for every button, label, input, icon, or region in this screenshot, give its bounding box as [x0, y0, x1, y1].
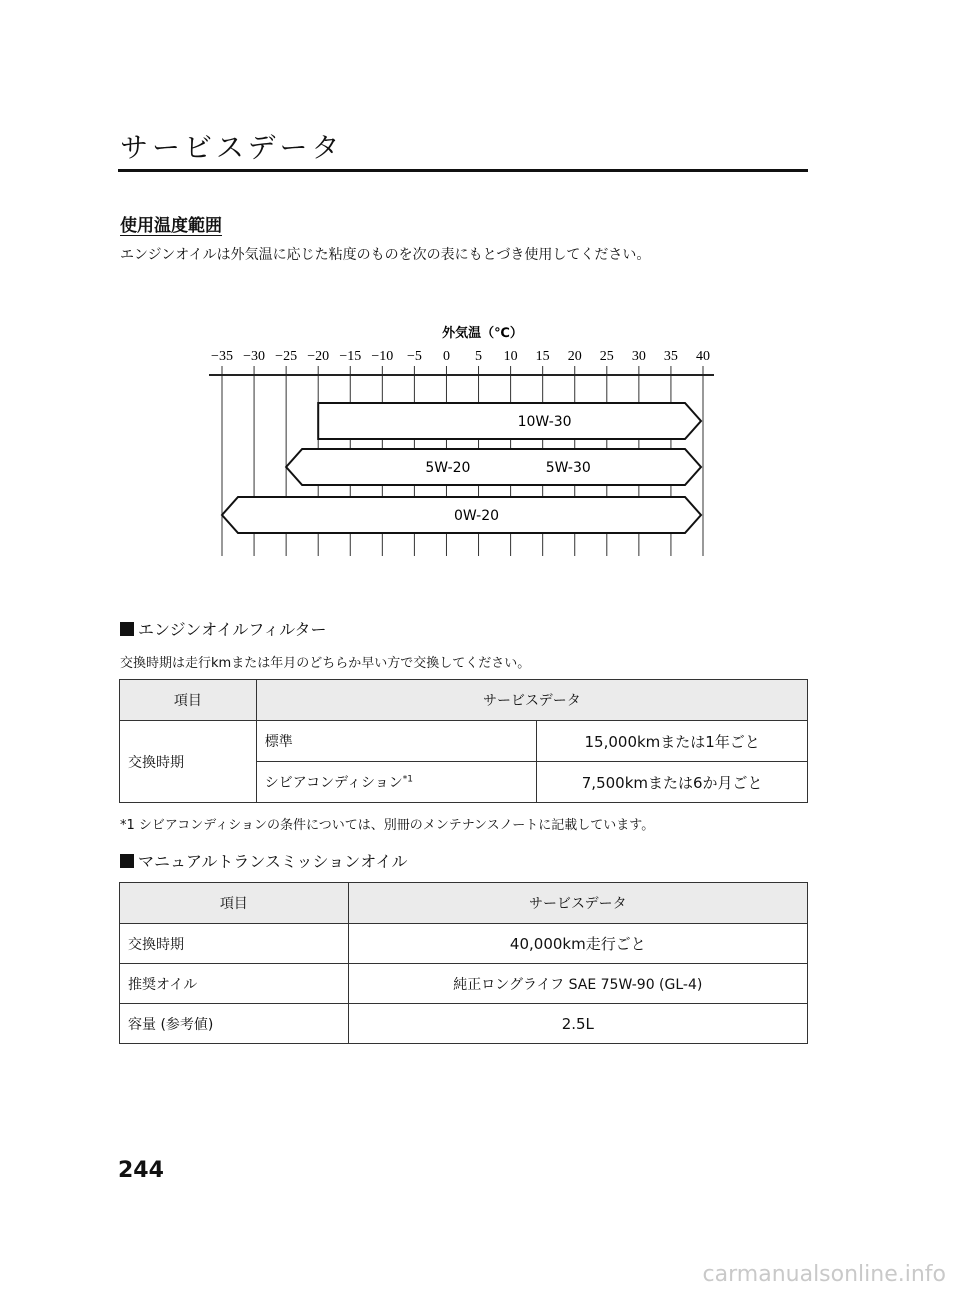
standard-label: 標準: [256, 721, 537, 762]
footnote: *1 シビアコンディションの条件については、別冊のメンテナンスノートに記載しています。: [120, 818, 655, 833]
tick-label: 40: [696, 349, 710, 364]
range-bar-label: 10W-30: [517, 414, 572, 430]
temperature-range-chart: [195, 310, 735, 565]
tick-label: −5: [406, 349, 422, 364]
table-row: [120, 721, 808, 762]
range-bar: [318, 403, 701, 439]
oil-filter-heading: エンジンオイルフィルター: [120, 617, 326, 640]
tick-label: 10: [503, 349, 518, 364]
manual-transmission-table: [119, 882, 808, 1044]
page-number: 244: [118, 1158, 164, 1183]
tick-label: 15: [535, 349, 550, 364]
tick-label: 35: [663, 349, 678, 364]
tick-label: −20: [307, 349, 330, 364]
range-bar-label: 0W-20: [453, 508, 500, 524]
tick-label: 30: [631, 349, 646, 364]
oil-filter-note: 交換時期は走行kmまたは年月のどちらか早い方で交換してください。: [120, 656, 531, 671]
range-bar-label: 5W-30: [545, 460, 591, 476]
table-row: [120, 924, 808, 964]
tick-label: 20: [567, 349, 582, 364]
title-rule: [118, 169, 808, 172]
row-label: 推奨オイル: [120, 964, 349, 1004]
tick-label: 0: [442, 349, 450, 364]
row-label: 容量 (参考値): [120, 1004, 349, 1044]
chart-title: 外気温（℃）: [442, 326, 523, 341]
tick-label: −35: [211, 349, 233, 364]
oil-filter-table: [119, 679, 808, 803]
table-row: [120, 964, 808, 1004]
header-service-data: サービスデータ: [256, 680, 807, 721]
section-heading: 使用温度範囲: [120, 216, 222, 236]
row-value: 2.5L: [348, 1004, 807, 1044]
tick-label: 25: [599, 349, 614, 364]
table-row: [120, 1004, 808, 1044]
range-bar: [286, 449, 701, 485]
manual-transmission-heading: マニュアルトランスミッションオイル: [120, 849, 407, 872]
watermark: carmanualsonline.info: [702, 1262, 946, 1287]
intro-text: エンジンオイルは外気温に応じた粘度のものを次の表にもとづき使用してください。: [120, 247, 651, 263]
page-title: サービスデータ: [120, 131, 344, 164]
row-value: 40,000km走行ごと: [348, 924, 807, 964]
footnote-marker: *1: [402, 774, 413, 785]
table-header-row: [120, 680, 808, 721]
row-label: 交換時期: [120, 924, 349, 964]
tick-label: −25: [275, 349, 298, 364]
header-service-data: サービスデータ: [348, 883, 807, 924]
square-bullet-icon: [120, 622, 134, 636]
severe-label: シビアコンディション$^{*1}$: [256, 762, 537, 803]
square-bullet-icon: [120, 854, 134, 868]
header-item: 項目: [120, 883, 349, 924]
tick-label: −15: [339, 349, 362, 364]
row-label: 交換時期: [120, 721, 257, 803]
tick-label: 5: [475, 349, 483, 364]
table-header-row: [120, 883, 808, 924]
tick-label: −10: [371, 349, 394, 364]
tick-label: −30: [243, 349, 266, 364]
range-bar-label: 5W-20: [425, 460, 471, 476]
severe-value: 7,500kmまたは6か月ごと: [537, 762, 808, 803]
header-item: 項目: [120, 680, 257, 721]
standard-value: 15,000kmまたは1年ごと: [537, 721, 808, 762]
row-value: 純正ロングライフ SAE 75W-90 (GL-4): [348, 964, 807, 1004]
